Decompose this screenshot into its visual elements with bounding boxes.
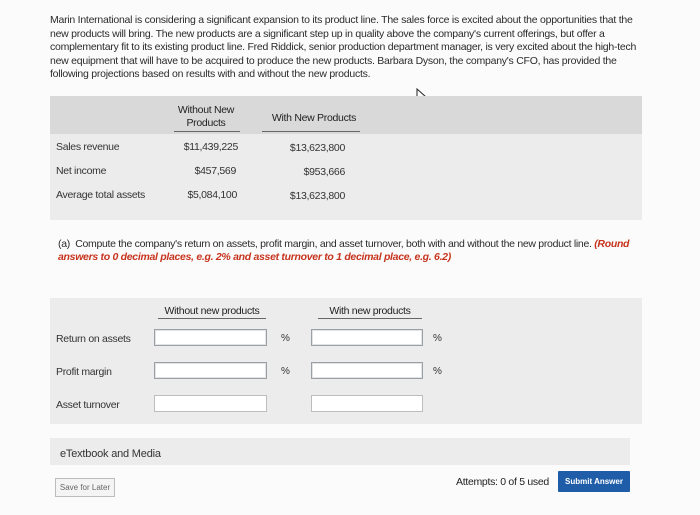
answer-label-profit-margin: Profit margin <box>56 366 112 378</box>
column-header-with-new-products: With New Products <box>271 112 357 124</box>
answer-label-return-on-assets: Return on assets <box>56 333 131 345</box>
answer-header-with: With new products <box>329 305 411 317</box>
profit-margin-without-input[interactable] <box>154 362 267 379</box>
header-underline <box>158 318 266 319</box>
answer-header-without: Without new products <box>164 305 260 317</box>
column-header-without-new-products: Without New Products <box>177 104 235 129</box>
percent-unit: % <box>281 333 290 344</box>
sales-revenue-with: $13,623,800 <box>289 142 345 154</box>
question-a <box>58 238 638 264</box>
profit-margin-with-input[interactable] <box>311 362 423 379</box>
submit-answer-button[interactable]: Submit Answer <box>558 471 630 492</box>
percent-unit: % <box>281 366 290 377</box>
sales-revenue-without: $11,439,225 <box>183 141 238 153</box>
average-total-assets-with: $13,623,800 <box>289 190 345 202</box>
header-underline <box>174 131 240 132</box>
save-for-later-button[interactable]: Save for Later <box>55 478 115 497</box>
net-income-with: $953,666 <box>303 166 345 178</box>
return-on-assets-with-input[interactable] <box>311 329 423 346</box>
header-underline <box>262 131 360 132</box>
row-label-net-income: Net income <box>56 165 107 177</box>
attempts-counter: Attempts: 0 of 5 used <box>456 476 549 488</box>
asset-turnover-with-input[interactable] <box>311 395 423 412</box>
row-label-sales-revenue: Sales revenue <box>56 141 120 153</box>
return-on-assets-without-input[interactable] <box>154 329 267 346</box>
percent-unit: % <box>433 366 442 377</box>
answer-label-asset-turnover: Asset turnover <box>56 399 120 411</box>
average-total-assets-without: $5,084,100 <box>187 189 237 201</box>
question-prefix: (a) <box>58 238 70 250</box>
percent-unit: % <box>433 333 442 344</box>
row-label-average-total-assets: Average total assets <box>56 189 145 201</box>
net-income-without: $457,569 <box>194 165 236 177</box>
header-underline <box>318 318 422 319</box>
rounding-instruction: (Round answers to 0 decimal places, e.g. 2% and asset turnover to 1 decimal place, e.g. 6.2) <box>58 238 630 263</box>
asset-turnover-without-input[interactable] <box>154 395 267 412</box>
etextbook-media-label[interactable]: eTextbook and Media <box>60 448 161 460</box>
question-text: Compute the company's return on assets, profit margin, and asset turnover, both with and without the new product line. <box>75 238 592 250</box>
problem-statement: Marin International is considering a significant expansion to its product line. The sales force is excited about the opportunities that the new products will bring. The new products are a significant step up in quality above the company's current offerings, but offer a complementary fit to its existing product line. Fred Riddick, senior production department manager, is very excited about the high-tech new equipment that will have to be acquired to produce the new products. Barbara Dyson, the company's CFO, has provided the following projections based on results with and without the new products. <box>50 14 637 81</box>
